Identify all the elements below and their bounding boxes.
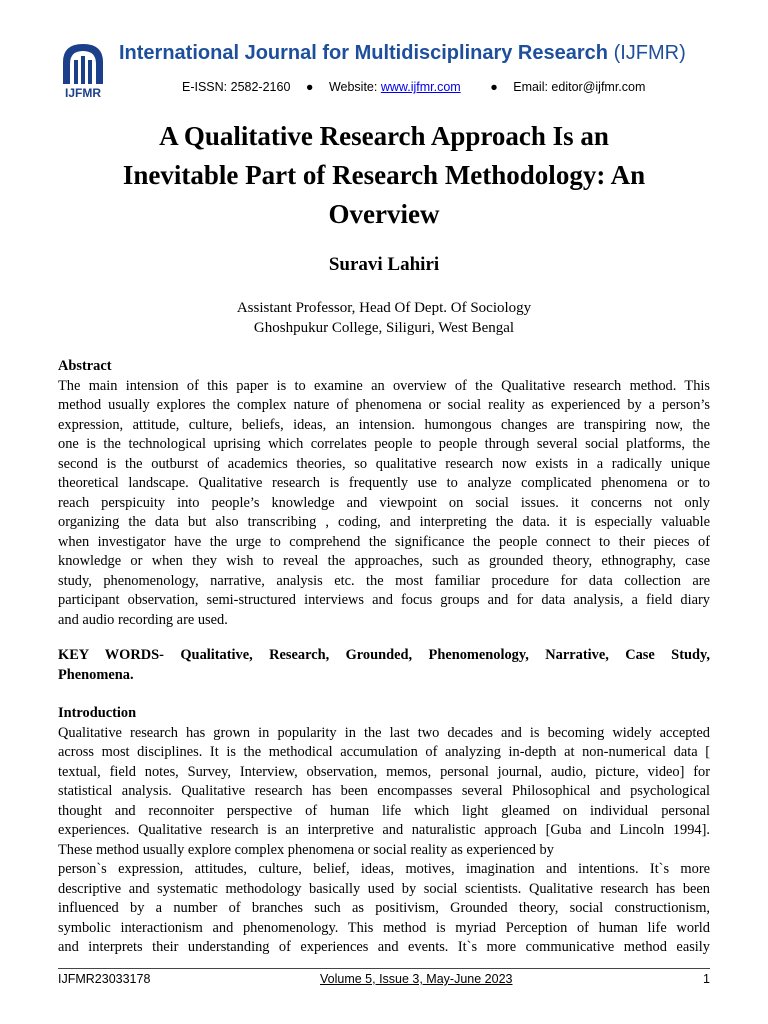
journal-contact-line — [182, 80, 645, 94]
keywords-line: KEY WORDS- Qualitative, Research, Grounded, Phenomenology, Narrative, Case Study, — [58, 647, 710, 663]
keywords-line: Phenomena. — [58, 666, 134, 683]
journal-name — [119, 42, 686, 65]
text-line: theoretical landscape. Qualitative research is frequently use to analyze complicated phenomena or to — [58, 475, 710, 491]
logo-text: IJFMR — [65, 86, 101, 100]
email: Email: editor@ijfmr.com — [513, 80, 646, 94]
journal-full-name: International Journal for Multidisciplinary Research — [119, 42, 608, 64]
text-line: method usually explores the complex nature of phenomena or social reality as experienced by a person’s — [58, 397, 710, 413]
text-line: experiences. Qualitative research is an interpretive and naturalistic approach [Guba and Lincoln 1994]. — [58, 822, 710, 838]
bullet-separator: ● — [305, 80, 314, 94]
website-link[interactable]: www.ijfmr.com — [380, 80, 461, 94]
text-line: thought and reconnoiter perspective of human life which light gleamed on individual personal — [58, 802, 710, 819]
journal-abbreviation: (IJFMR) — [613, 42, 686, 64]
journal-logo-icon — [58, 40, 108, 100]
author-name: Suravi Lahiri — [328, 254, 440, 275]
introduction-section — [58, 704, 710, 958]
website-label: Website: — [328, 80, 378, 94]
footer-divider — [58, 968, 710, 969]
text-line: The main intension of this paper is to examine an overview of the Qualitative research method. This — [58, 377, 710, 394]
text-line: textual, field notes, Survey, Interview, observation, memos, personal journal, audio, picture, video] for — [58, 763, 710, 780]
affiliation-line: Ghoshpukur College, Siliguri, West Bengal — [253, 320, 515, 336]
keywords-section — [58, 646, 710, 685]
text-line: person`s expression, attitudes, culture, belief, ideas, motives, imagination and intentions. It`s more — [58, 861, 710, 877]
text-line: second is the outburst of academics theories, so qualitative research now exists in a radically unique — [58, 455, 710, 472]
text-line: knowledge or when they wish to reveal the approaches, such as grounded theory, ethnography, case — [58, 553, 710, 569]
text-line: when investigator have the urge to comprehend the significance the people connect to their pieces of — [58, 533, 710, 550]
text-line: symbolic interactionism and phenomenology. This method is myriad Perception of human life world — [58, 919, 710, 936]
text-line: descriptive and systematic methodology basically used by social scientists. Qualitative research has been — [58, 880, 710, 897]
text-line: reach perspicuity into people’s knowledge and viewpoint on social issues. it concerns not only — [58, 494, 710, 511]
title-line: Inevitable Part of Research Methodology: An — [122, 160, 646, 190]
bullet-separator: ● — [490, 80, 498, 94]
text-line: influenced by a number of branches such as positivism, Grounded theory, social constructionism, — [58, 900, 710, 916]
affiliation-line: Assistant Professor, Head Of Dept. Of Sociology — [236, 300, 532, 316]
title-line: A Qualitative Research Approach Is an — [159, 121, 609, 151]
text-line: one is the technological uprising which correlates people to people through several social platforms, the — [58, 436, 710, 452]
text-line: and interprets their understanding of experiences and events. It`s more communicative method easily — [58, 939, 710, 955]
text-line: across most disciplines. It is the methodical accumulation of analyzing in-depth at non-numerical data [ — [58, 744, 710, 760]
title-line: Overview — [328, 199, 440, 229]
introduction-heading: Introduction — [58, 705, 137, 721]
footer-page-number: 1 — [703, 972, 710, 986]
author-affiliation — [0, 298, 768, 338]
abstract-text — [58, 377, 710, 631]
text-line: These method usually explore complex phenomena or social reality as experienced by — [58, 841, 554, 858]
text-line: participant observation, semi-structured interviews and focus groups and for data analysis, a field diary — [58, 592, 710, 608]
abstract-heading: Abstract — [58, 358, 112, 374]
footer-paper-id: IJFMR23033178 — [58, 972, 151, 986]
abstract-section — [58, 357, 710, 630]
footer-volume-link[interactable]: Volume 5, Issue 3, May-June 2023 — [320, 972, 513, 986]
text-line: Qualitative research has grown in popularity in the last two decades and is becoming widely accepted — [58, 724, 710, 741]
paper-title — [60, 117, 708, 234]
text-line: expression, attitude, culture, beliefs, ideas, an intension. humongous changes are transpiring now, the — [58, 416, 710, 433]
text-line: and audio recording are used. — [58, 611, 228, 628]
introduction-text — [58, 724, 710, 958]
text-line: statistical analysis. Qualitative research has been encompasses several Philosophical and psychological — [58, 783, 710, 799]
eissn: E-ISSN: 2582-2160 — [182, 80, 291, 94]
text-line: organizing the data but also transcribing , coding, and interpreting the data. it is especially valuable — [58, 514, 710, 530]
text-line: study, phenomenology, narrative, analysis etc. the most familiar procedure for data collection are — [58, 572, 710, 589]
